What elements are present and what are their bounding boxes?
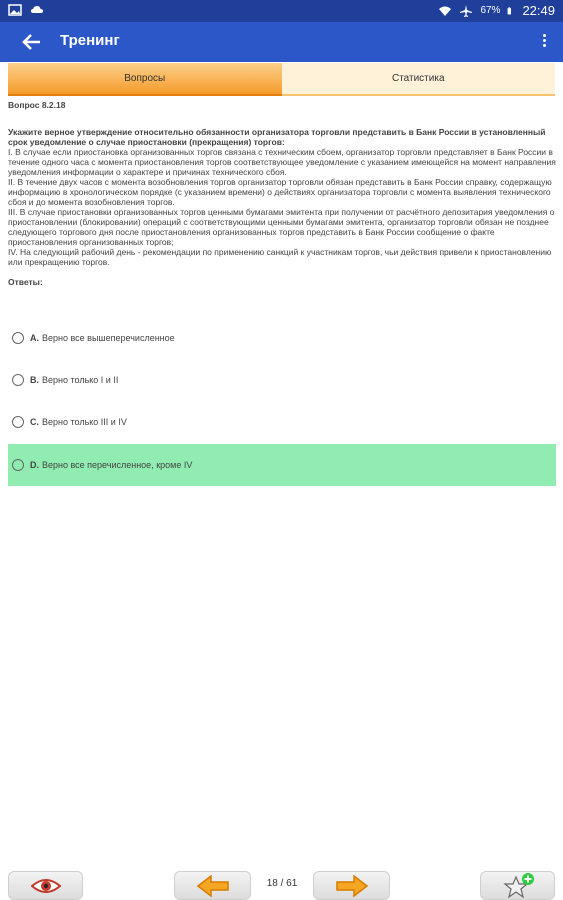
- wifi-icon: [438, 4, 452, 18]
- battery-icon: [507, 4, 515, 18]
- show-answer-button[interactable]: [8, 871, 83, 900]
- airplane-icon: [459, 4, 473, 18]
- answer-text: Верно только I и II: [42, 375, 119, 385]
- radio-button[interactable]: [12, 374, 24, 386]
- answer-option-b[interactable]: [8, 360, 556, 400]
- eye-icon: [31, 877, 61, 895]
- page-indicator: 18 / 61: [266, 878, 298, 889]
- more-vert-icon: [539, 34, 549, 47]
- next-question-button[interactable]: [313, 871, 390, 900]
- answer-letter: A.: [30, 333, 39, 343]
- question-text: I. В случае если приостановка организованных торгов связана с техническим сбоем, организатор торговли представляет в Банк России в течение одного часа с момента приостановления торгов соответствующее уведомление с указанием имеющейся на момент направления уведомления информации о характере и причинах технического сбоя. II. В течение двух часов с момента возобновления торгов организатор торговли обязан представить в Банк России справку, содержащую информацию в хронологическом порядке (с указанием времени) о действиях организатора торговли с момента выявления технического сбоя и до момента возобновления торгов. III. В случае приостановки организованных торгов ценными бумагами эмитента при получении от расчётного депозитария уведомления о приостановлении (блокировании) операций с соответствующими ценными бумагами эмитента, организатор торговли обязан не позднее следующего торгового дня после приостановления организованных торгов представить в Банк России сообщение о факте приостановления организованных торгов; IV. На следующий рабочий день - рекомендации по применению санкций к участникам торгов, чьи действия привели к приостановлению или прекращению торгов.: [8, 147, 556, 267]
- radio-button[interactable]: [12, 416, 24, 428]
- more-menu-button[interactable]: [539, 32, 549, 52]
- arrow-back-icon: [20, 31, 44, 53]
- back-button[interactable]: [20, 31, 44, 53]
- app-bar: [0, 22, 563, 62]
- answer-letter: D.: [30, 460, 39, 470]
- answer-text: Верно все вышеперечисленное: [42, 333, 175, 343]
- radio-button[interactable]: [12, 332, 24, 344]
- arrow-right-icon: [335, 875, 369, 897]
- status-time: 22:49: [522, 3, 555, 18]
- answer-option-d[interactable]: [8, 444, 556, 486]
- gallery-icon: [8, 3, 22, 17]
- question-number: Вопрос 8.2.18: [8, 100, 66, 110]
- star-add-icon: [500, 872, 536, 900]
- arrow-left-icon: [196, 875, 230, 897]
- radio-button[interactable]: [12, 459, 24, 471]
- answer-option-a[interactable]: [8, 318, 556, 358]
- answer-letter: B.: [30, 375, 39, 385]
- add-favorite-button[interactable]: [480, 871, 555, 900]
- tab-questions[interactable]: Вопросы: [8, 63, 282, 96]
- answers-label: Ответы:: [8, 277, 43, 287]
- answer-letter: C.: [30, 417, 39, 427]
- question-title: Укажите верное утверждение относительно обязанности организатора торговли представить в Банк России в установленный срок уведомление о случае приостановки (прекращения) торгов:: [8, 127, 546, 147]
- prev-question-button[interactable]: [174, 871, 251, 900]
- status-bar: [0, 0, 563, 22]
- answer-text: Верно все перечисленное, кроме IV: [42, 460, 193, 470]
- answer-option-c[interactable]: [8, 402, 556, 442]
- answer-text: Верно только III и IV: [42, 417, 127, 427]
- battery-percent: 67%: [480, 5, 501, 16]
- app-title: Тренинг: [60, 32, 120, 49]
- cloud-icon: [30, 3, 44, 17]
- tab-bar: [8, 63, 555, 96]
- question-content: [8, 100, 556, 287]
- tab-statistics[interactable]: Статистика: [282, 63, 556, 96]
